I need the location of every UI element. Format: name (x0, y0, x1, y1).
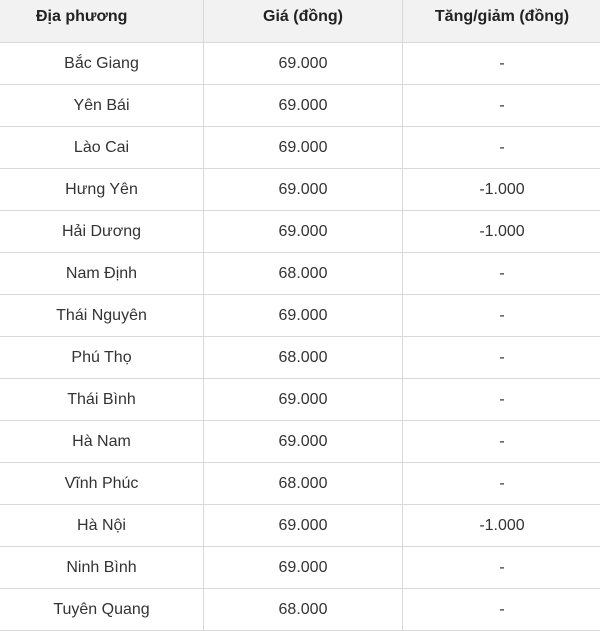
cell-location: Lào Cai (0, 127, 204, 169)
cell-location: Yên Bái (0, 85, 204, 127)
cell-location: Phú Thọ (0, 337, 204, 379)
table-row (0, 463, 600, 505)
cell-location: Thái Bình (0, 379, 204, 421)
cell-price: 69.000 (204, 505, 403, 547)
cell-change: - (403, 379, 600, 421)
cell-price: 68.000 (204, 463, 403, 505)
table-row (0, 253, 600, 295)
cell-change: - (403, 547, 600, 589)
table-row (0, 169, 600, 211)
header-price: Giá (đồng) (204, 0, 403, 43)
table-row (0, 211, 600, 253)
cell-price: 68.000 (204, 253, 403, 295)
table-row (0, 505, 600, 547)
cell-price: 68.000 (204, 337, 403, 379)
cell-price: 69.000 (204, 211, 403, 253)
table-row (0, 337, 600, 379)
cell-change: - (403, 253, 600, 295)
cell-price: 68.000 (204, 589, 403, 631)
cell-price: 69.000 (204, 43, 403, 85)
cell-change: -1.000 (403, 169, 600, 211)
cell-location: Ninh Bình (0, 547, 204, 589)
cell-change: - (403, 295, 600, 337)
cell-change: - (403, 337, 600, 379)
cell-change: -1.000 (403, 211, 600, 253)
table-header (0, 0, 600, 43)
header-change: Tăng/giảm (đồng) (403, 0, 600, 43)
cell-location: Hưng Yên (0, 169, 204, 211)
table-row (0, 127, 600, 169)
cell-price: 69.000 (204, 379, 403, 421)
header-row (0, 0, 600, 43)
cell-location: Tuyên Quang (0, 589, 204, 631)
cell-price: 69.000 (204, 421, 403, 463)
cell-price: 69.000 (204, 85, 403, 127)
cell-change: - (403, 589, 600, 631)
table-row (0, 379, 600, 421)
table-row (0, 295, 600, 337)
cell-location: Hà Nam (0, 421, 204, 463)
cell-change: - (403, 463, 600, 505)
cell-location: Thái Nguyên (0, 295, 204, 337)
table-row (0, 43, 600, 85)
cell-location: Hà Nội (0, 505, 204, 547)
table-row (0, 421, 600, 463)
cell-location: Hải Dương (0, 211, 204, 253)
cell-change: - (403, 85, 600, 127)
cell-location: Bắc Giang (0, 43, 204, 85)
cell-change: -1.000 (403, 505, 600, 547)
cell-change: - (403, 43, 600, 85)
cell-price: 69.000 (204, 547, 403, 589)
cell-change: - (403, 421, 600, 463)
table-row (0, 547, 600, 589)
cell-location: Nam Định (0, 253, 204, 295)
table-body (0, 43, 600, 631)
cell-location: Vĩnh Phúc (0, 463, 204, 505)
table-row (0, 589, 600, 631)
cell-change: - (403, 127, 600, 169)
cell-price: 69.000 (204, 127, 403, 169)
table-row (0, 85, 600, 127)
cell-price: 69.000 (204, 169, 403, 211)
header-location: Địa phương (0, 0, 204, 43)
cell-price: 69.000 (204, 295, 403, 337)
